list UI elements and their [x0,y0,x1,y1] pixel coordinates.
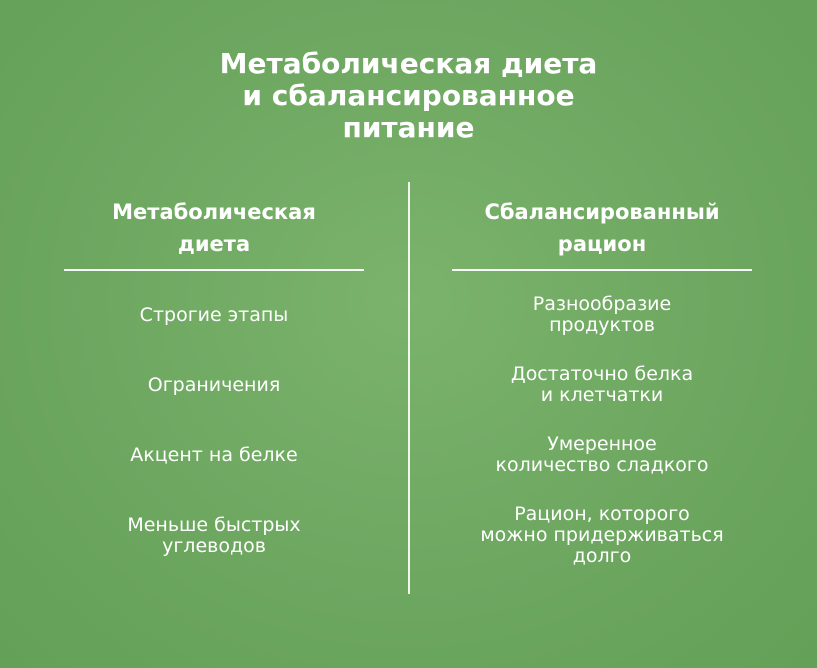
list-item [432,294,772,336]
column-rule [64,269,364,271]
list-item-line: углеводов [162,535,266,557]
list-item-line: Ограничения [147,374,281,396]
list-item [432,504,772,567]
list-item-line: Акцент на белке [130,444,298,466]
vertical-divider [408,182,410,594]
page-title [0,48,817,144]
list-item [44,515,384,557]
column-heading-line: Метаболическая [112,200,316,224]
column-heading-metabolic [64,196,364,260]
list-item [432,364,772,406]
list-item-line: долго [572,545,632,567]
list-item-line: Умеренное [547,433,657,455]
list-item-line: и клетчатки [540,384,664,406]
list-item-line: Достаточно белка [510,363,694,385]
list-item-line: Рацион, которого [514,503,690,525]
column-heading-line: Сбалансированный [484,200,720,224]
page-title-line-3: питание [342,111,475,144]
list-item-line: продуктов [549,314,655,336]
column-heading-line: диета [177,232,251,256]
list-item [44,305,384,326]
column-rule [452,269,752,271]
column-heading-line: рацион [557,232,647,256]
list-item-line: можно придерживаться [480,524,724,546]
list-item-line: Разнообразие [532,293,672,315]
page-title-line-2: и сбалансированное [242,79,575,112]
list-item-line: Строгие этапы [139,304,289,326]
list-item-line: Меньше быстрых [127,514,301,536]
list-item-line: количество сладкого [495,454,709,476]
list-item [44,375,384,396]
page-title-line-1: Метаболическая диета [219,47,598,80]
list-item [44,445,384,466]
list-item [432,434,772,476]
column-heading-balanced [452,196,752,260]
